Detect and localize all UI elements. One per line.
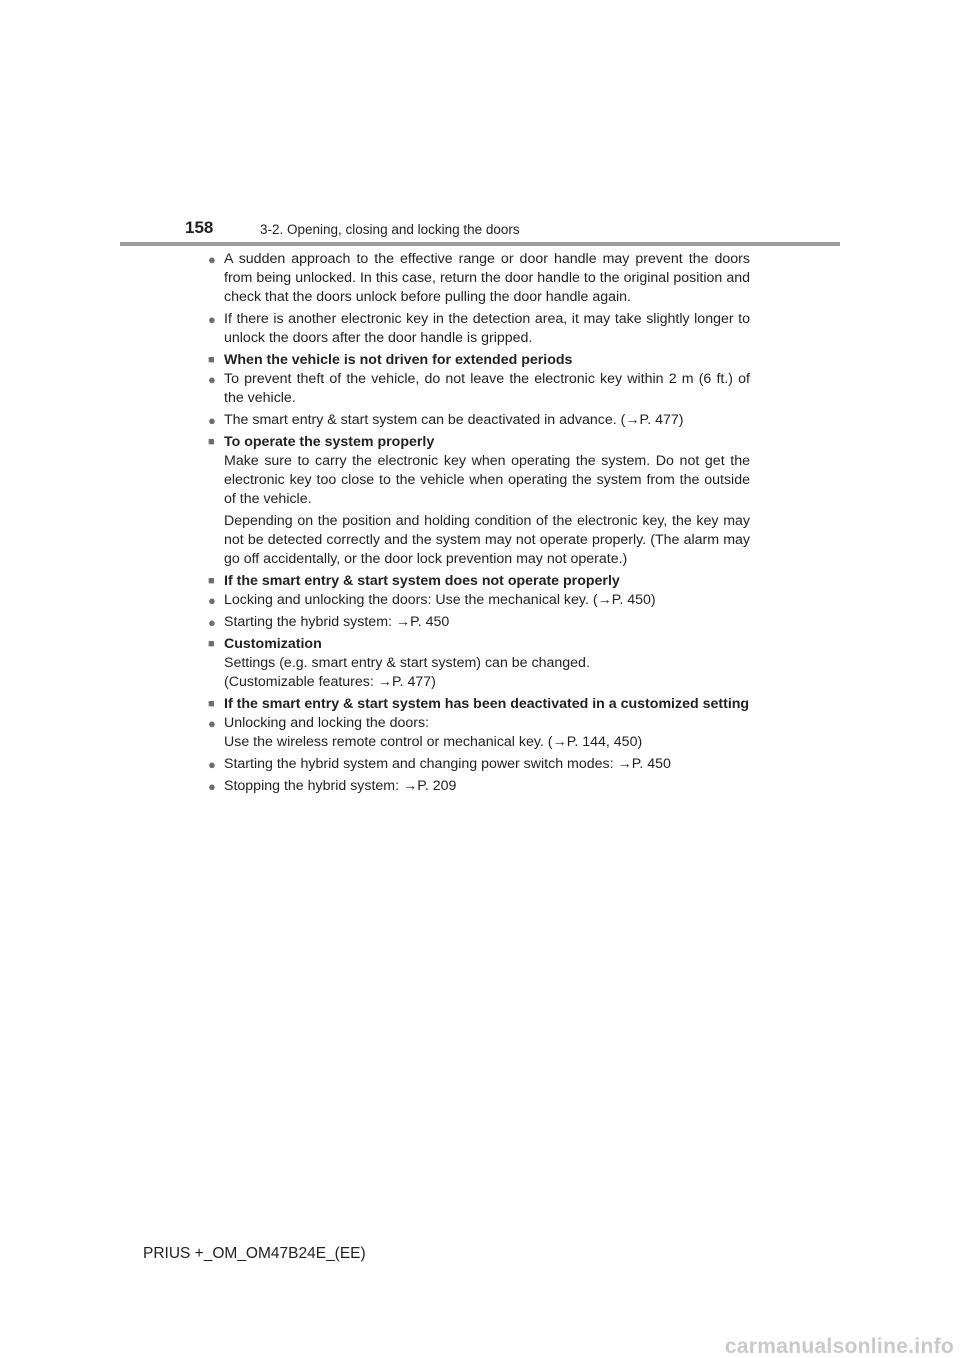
list-item (208, 613, 750, 632)
bullet-text: A sudden approach to the effective range or door handle may prevent the doors from being unlocked. In this case, return the door handle to the original position and check that the doors unlock before pulling the door handle again. (224, 251, 750, 305)
bullet-text-line: Unlocking and locking the doors: (224, 715, 430, 731)
bullet-text-line: Use the wireless remote control or mechanical key. (→P. 144, 450) (224, 734, 643, 750)
body-paragraph: Depending on the position and holding condition of the electronic key, the key may not be detected correctly and the system may not operate properly. (The alarm may go off accidentally, or the door lock prevention may not operate.) (224, 513, 750, 567)
bullet-text: The smart entry & start system can be deactivated in advance. (→P. 477) (224, 412, 684, 428)
list-item (208, 370, 750, 408)
page-content (208, 250, 750, 799)
list-item (208, 755, 750, 774)
bullet-icon: ● (208, 716, 216, 731)
list-item (208, 591, 750, 610)
section-heading (208, 695, 750, 714)
bullet-text: Locking and unlocking the doors: Use the mechanical key. (→P. 450) (224, 592, 656, 608)
heading-text: Customization (224, 636, 322, 652)
watermark-area (724, 1334, 960, 1358)
bullet-text (224, 714, 750, 752)
section-heading (208, 433, 750, 452)
bullet-icon: ● (208, 372, 216, 387)
bullet-icon: ● (208, 413, 216, 428)
square-bullet-icon: ■ (208, 698, 215, 710)
bullet-text: If there is another electronic key in the detection area, it may take slightly longer to unlock the doors after the door handle is gripped. (224, 311, 750, 346)
bullet-icon: ● (208, 757, 216, 772)
bullet-text: Starting the hybrid system and changing power switch modes: →P. 450 (224, 756, 671, 772)
heading-text: When the vehicle is not driven for extended periods (224, 352, 573, 368)
list-item (208, 714, 750, 752)
bullet-icon: ● (208, 779, 216, 794)
list-item (208, 310, 750, 348)
bullet-text: To prevent theft of the vehicle, do not leave the electronic key within 2 m (6 ft.) of the vehicle. (224, 371, 750, 406)
square-bullet-icon: ■ (208, 575, 215, 587)
heading-text: To operate the system properly (224, 434, 435, 450)
heading-text: If the smart entry & start system has been deactivated in a customized setting (224, 696, 750, 712)
page-number: 158 (185, 218, 214, 237)
body-paragraph: Make sure to carry the electronic key when operating the system. Do not get the electronic key too close to the vehicle when operating the system from the outside of the vehicle. (224, 453, 750, 507)
heading-text: If the smart entry & start system does not operate properly (224, 573, 620, 589)
bullet-text: Stopping the hybrid system: →P. 209 (224, 778, 457, 794)
bullet-icon: ● (208, 252, 216, 267)
square-bullet-icon: ■ (208, 638, 215, 650)
body-paragraph: Settings (e.g. smart entry & start system) can be changed. (224, 655, 590, 671)
section-heading (208, 351, 750, 370)
list-item (208, 411, 750, 430)
header-rule (120, 242, 840, 246)
bullet-text: Starting the hybrid system: →P. 450 (224, 614, 450, 630)
bullet-icon: ● (208, 312, 216, 327)
section-heading (208, 635, 750, 654)
bullet-icon: ● (208, 593, 216, 608)
body-paragraph: (Customizable features: →P. 477) (224, 674, 436, 690)
bullet-icon: ● (208, 615, 216, 630)
watermark: carmanualsonline.info (724, 1335, 954, 1358)
square-bullet-icon: ■ (208, 436, 215, 448)
section-heading (208, 572, 750, 591)
document-code: PRIUS +_OM_OM47B24E_(EE) (143, 1245, 366, 1262)
square-bullet-icon: ■ (208, 354, 215, 366)
list-item (208, 777, 750, 796)
section-title: 3-2. Opening, closing and locking the doors (260, 222, 520, 237)
list-item (208, 250, 750, 307)
